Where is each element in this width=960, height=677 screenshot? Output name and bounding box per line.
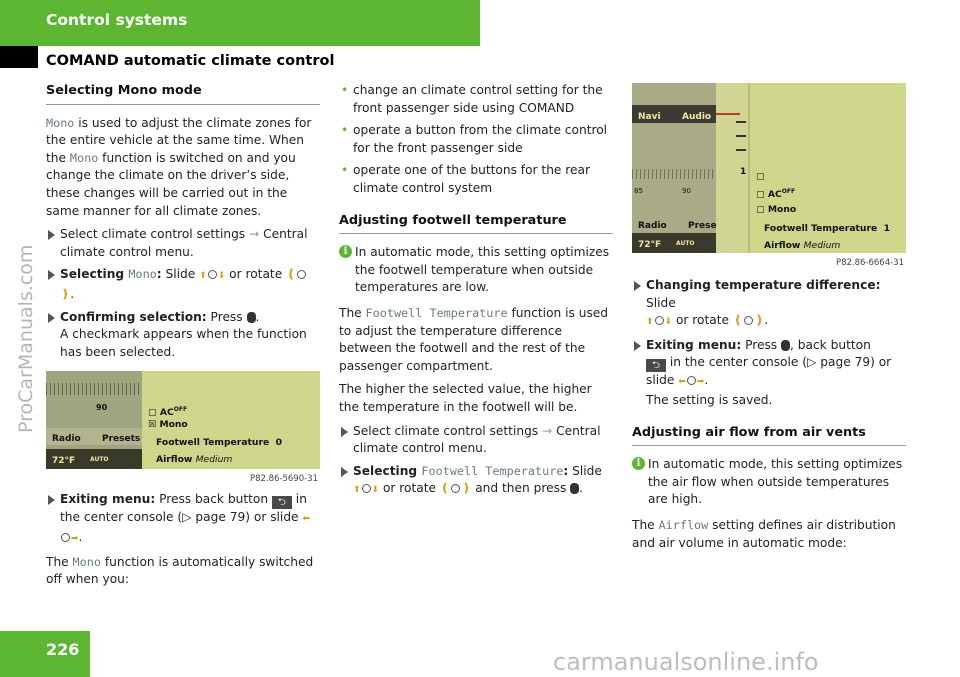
- step-select-mono: Selecting Mono: Slide ⬆ ⬇ or rotate ❪❫.: [46, 266, 320, 303]
- heading-footwell: Adjusting footwell temperature: [339, 212, 613, 235]
- info-icon: i: [632, 457, 645, 470]
- step-select-settings: Select climate control settings → Central climate control menu.: [46, 226, 320, 261]
- bullet-item: • operate a button from the climate control for the front passenger side: [339, 122, 613, 157]
- press-icon: [247, 312, 256, 323]
- info-icon: i: [339, 245, 352, 258]
- screenshot-mono-menu: 90 ▢ $AC^{OFF}$ ☒ Mono Footwell Temperature 0 Airflow Medium Radio Presets 72°F AUTO P82.86-5690-31: [46, 371, 320, 483]
- column-2: [339, 82, 613, 505]
- heading-mono-mode: Selecting Mono mode: [46, 82, 320, 105]
- step-exit-menu: Exiting menu: Press back button ⮌ in the center console (▷ page 79) or slide ⬅➡.: [46, 491, 320, 548]
- rotate-icon: ❪: [286, 267, 297, 282]
- chapter-header-bar: [0, 0, 480, 46]
- bullet-item: • operate one of the buttons for the rear climate control system: [339, 162, 613, 197]
- page-number: 226: [46, 640, 80, 659]
- slide-up-down-icon: ⬆: [199, 271, 207, 282]
- footwell-higher-text: The higher the selected value, the higher the temperature in the footwell will be.: [339, 382, 592, 414]
- section-tab-marker: [0, 46, 38, 68]
- page-number-badge: [0, 631, 90, 677]
- watermark-left: ProCarManuals.com: [15, 244, 37, 433]
- step-exit-menu-2: Exiting menu: Press , back button ⮌ in the center console (▷ page 79) or slide ⬅ ➡. The setting is saved.: [632, 337, 906, 410]
- step-confirm: Confirming selection: Press . A checkmark appears when the function has been selected.: [46, 309, 320, 362]
- airflow-description: The Airflow setting defines air distribution and air volume in automatic mode:: [632, 517, 896, 550]
- section-title: COMAND automatic climate control: [46, 53, 335, 69]
- chapter-title: Control systems: [46, 11, 188, 29]
- bullet-item: • change an climate control setting for the front passenger side using COMAND: [339, 82, 613, 117]
- back-button-icon: ⮌: [646, 359, 666, 372]
- mono-intro: Mono is used to adjust the climate zones for the entire vehicle at the same time. When the Mono function is switched on and you change the climate on the driver’s side, these changes will be carried out in the same manner for all climate zones.: [46, 115, 312, 218]
- watermark-bottom: carmanualsonline.info: [553, 648, 819, 676]
- footwell-description: The Footwell Temperature function is used to adjust the temperature difference between the footwell and the rest of the passenger compartment.: [339, 305, 609, 373]
- back-button-icon: ⮌: [272, 496, 292, 509]
- screenshot-footwell-menu: Navi Audio 85 90 1 ▢ ▢ $AC^{OFF}$ ▢ Mono Footwell Temperature 1 Airflow Medium Radio Prese 72°F AUTO P82.86-6664-31: [632, 83, 906, 265]
- column-1: [46, 82, 320, 595]
- info-footwell: i In automatic mode, this setting optimizes the footwell temperature when outside temperatures are low.: [339, 244, 613, 297]
- step-select-footwell: Selecting Footwell Temperature: Slide ⬆ ⬇ or rotate ❪ ❫ and then press .: [339, 463, 613, 500]
- heading-air-flow: Adjusting air flow from air vents: [632, 424, 906, 447]
- step-change-temperature: Changing temperature difference: Slide ⬆ ⬇ or rotate ❪ ❫.: [632, 277, 906, 332]
- controller-knob-icon: [208, 270, 217, 279]
- info-air-flow: i In automatic mode, this setting optimizes the air flow when outside temperatures are high.: [632, 456, 906, 509]
- column-3: [632, 82, 906, 558]
- step-select-settings-2: Select climate control settings → Central climate control menu.: [339, 423, 613, 458]
- mono-off-text: The Mono function is automatically switched off when you:: [46, 554, 314, 587]
